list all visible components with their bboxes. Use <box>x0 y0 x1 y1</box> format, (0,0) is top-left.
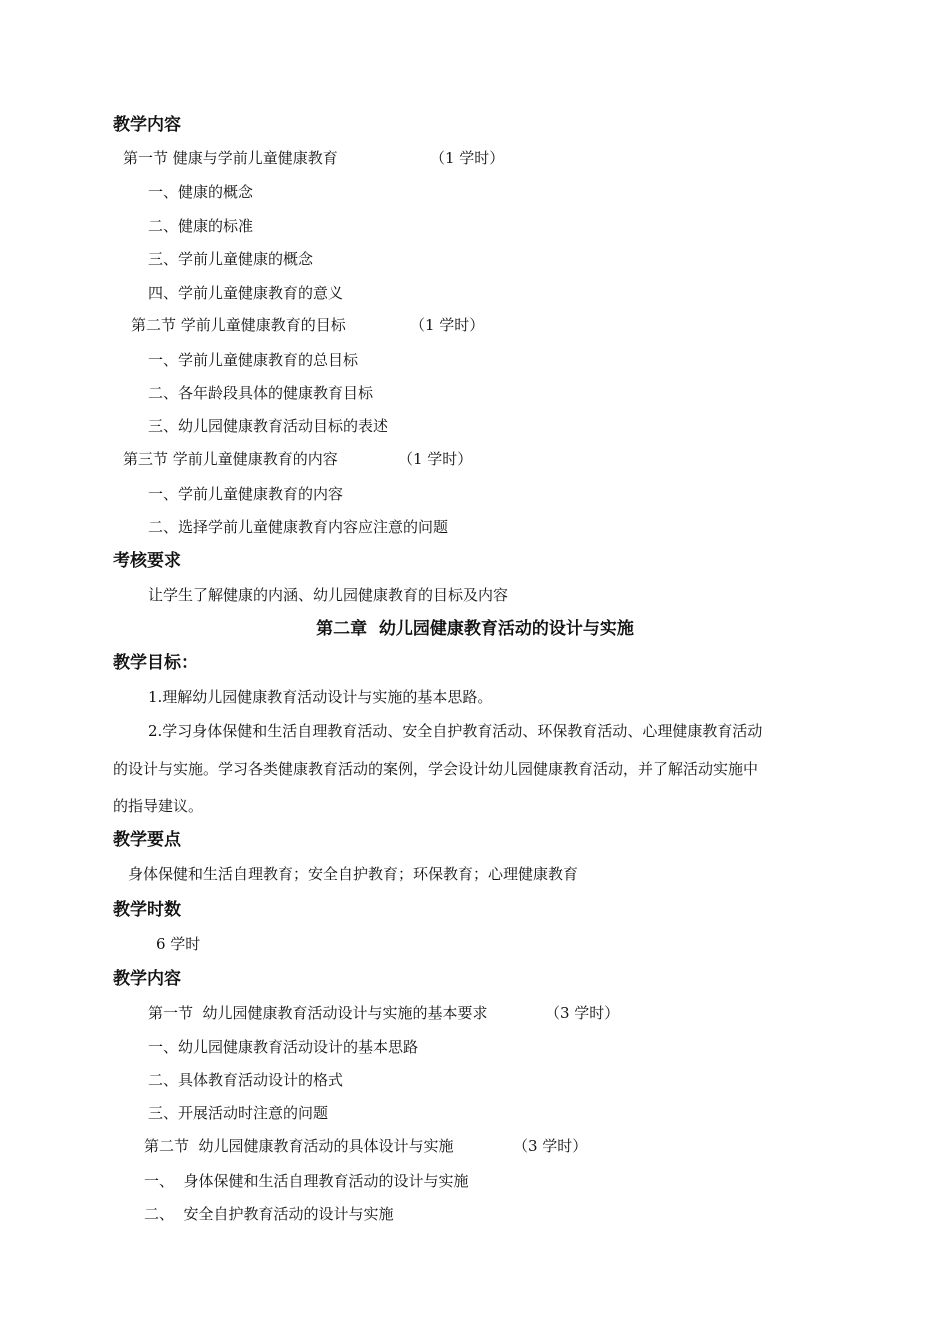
chapter-2-section-1-title: 第一节 幼儿园健康教育活动设计与实施的基本要求 <box>148 1004 488 1022</box>
list-item: 一、健康的概念 <box>148 183 254 201</box>
list-item: 二、 安全自护教育活动的设计与实施 <box>144 1205 394 1223</box>
teaching-hours-text: 6 学时 <box>156 935 201 953</box>
chapter-2-title: 第二章 幼儿园健康教育活动的设计与实施 <box>316 619 634 639</box>
list-item: 二、各年龄段具体的健康教育目标 <box>148 384 374 402</box>
list-item: 一、学前儿童健康教育的内容 <box>148 485 344 503</box>
section-2-hours: （1 学时） <box>410 316 485 334</box>
section-heading-teaching-goals: 教学目标： <box>113 653 198 673</box>
chapter-2-section-2-title: 第二节 幼儿园健康教育活动的具体设计与实施 <box>144 1137 454 1155</box>
section-2-title: 第二节 学前儿童健康教育的目标 <box>131 316 346 334</box>
goal-1: 1.理解幼儿园健康教育活动设计与实施的基本思路。 <box>148 688 493 706</box>
chapter-2-section-1-hours: （3 学时） <box>545 1004 620 1022</box>
goal-2-line-3: 的指导建议。 <box>113 797 204 815</box>
section-1-title: 第一节 健康与学前儿童健康教育 <box>123 149 338 167</box>
list-item: 二、选择学前儿童健康教育内容应注意的问题 <box>148 518 449 536</box>
list-item: 四、学前儿童健康教育的意义 <box>148 284 344 302</box>
list-item: 一、学前儿童健康教育的总目标 <box>148 351 359 369</box>
goal-2-line-1: 2.学习身体保健和生活自理教育活动、安全自护教育活动、环保教育活动、心理健康教育活动 <box>148 722 763 740</box>
section-heading-teaching-hours: 教学时数 <box>113 900 181 920</box>
assessment-text: 让学生了解健康的内涵、幼儿园健康教育的目标及内容 <box>148 586 509 604</box>
goal-2-line-2: 的设计与实施。学习各类健康教育活动的案例，学会设计幼儿园健康教育活动，并了解活动实施中 <box>113 760 759 778</box>
list-item: 二、健康的标准 <box>148 217 254 235</box>
list-item: 三、幼儿园健康教育活动目标的表述 <box>148 417 389 435</box>
section-3-hours: （1 学时） <box>398 450 473 468</box>
section-3-title: 第三节 学前儿童健康教育的内容 <box>123 450 338 468</box>
section-heading-key-points: 教学要点 <box>113 830 181 850</box>
section-1-hours: （1 学时） <box>430 149 505 167</box>
list-item: 三、开展活动时注意的问题 <box>148 1104 329 1122</box>
section-heading-teaching-content-2: 教学内容 <box>113 969 181 989</box>
list-item: 二、具体教育活动设计的格式 <box>148 1071 344 1089</box>
chapter-2-section-2-hours: （3 学时） <box>513 1137 588 1155</box>
list-item: 一、幼儿园健康教育活动设计的基本思路 <box>148 1038 419 1056</box>
section-heading-teaching-content: 教学内容 <box>113 115 181 135</box>
section-heading-assessment: 考核要求 <box>113 551 181 571</box>
key-points-text: 身体保健和生活自理教育；安全自护教育；环保教育；心理健康教育 <box>128 865 579 883</box>
list-item: 一、 身体保健和生活自理教育活动的设计与实施 <box>144 1172 469 1190</box>
list-item: 三、学前儿童健康的概念 <box>148 250 314 268</box>
